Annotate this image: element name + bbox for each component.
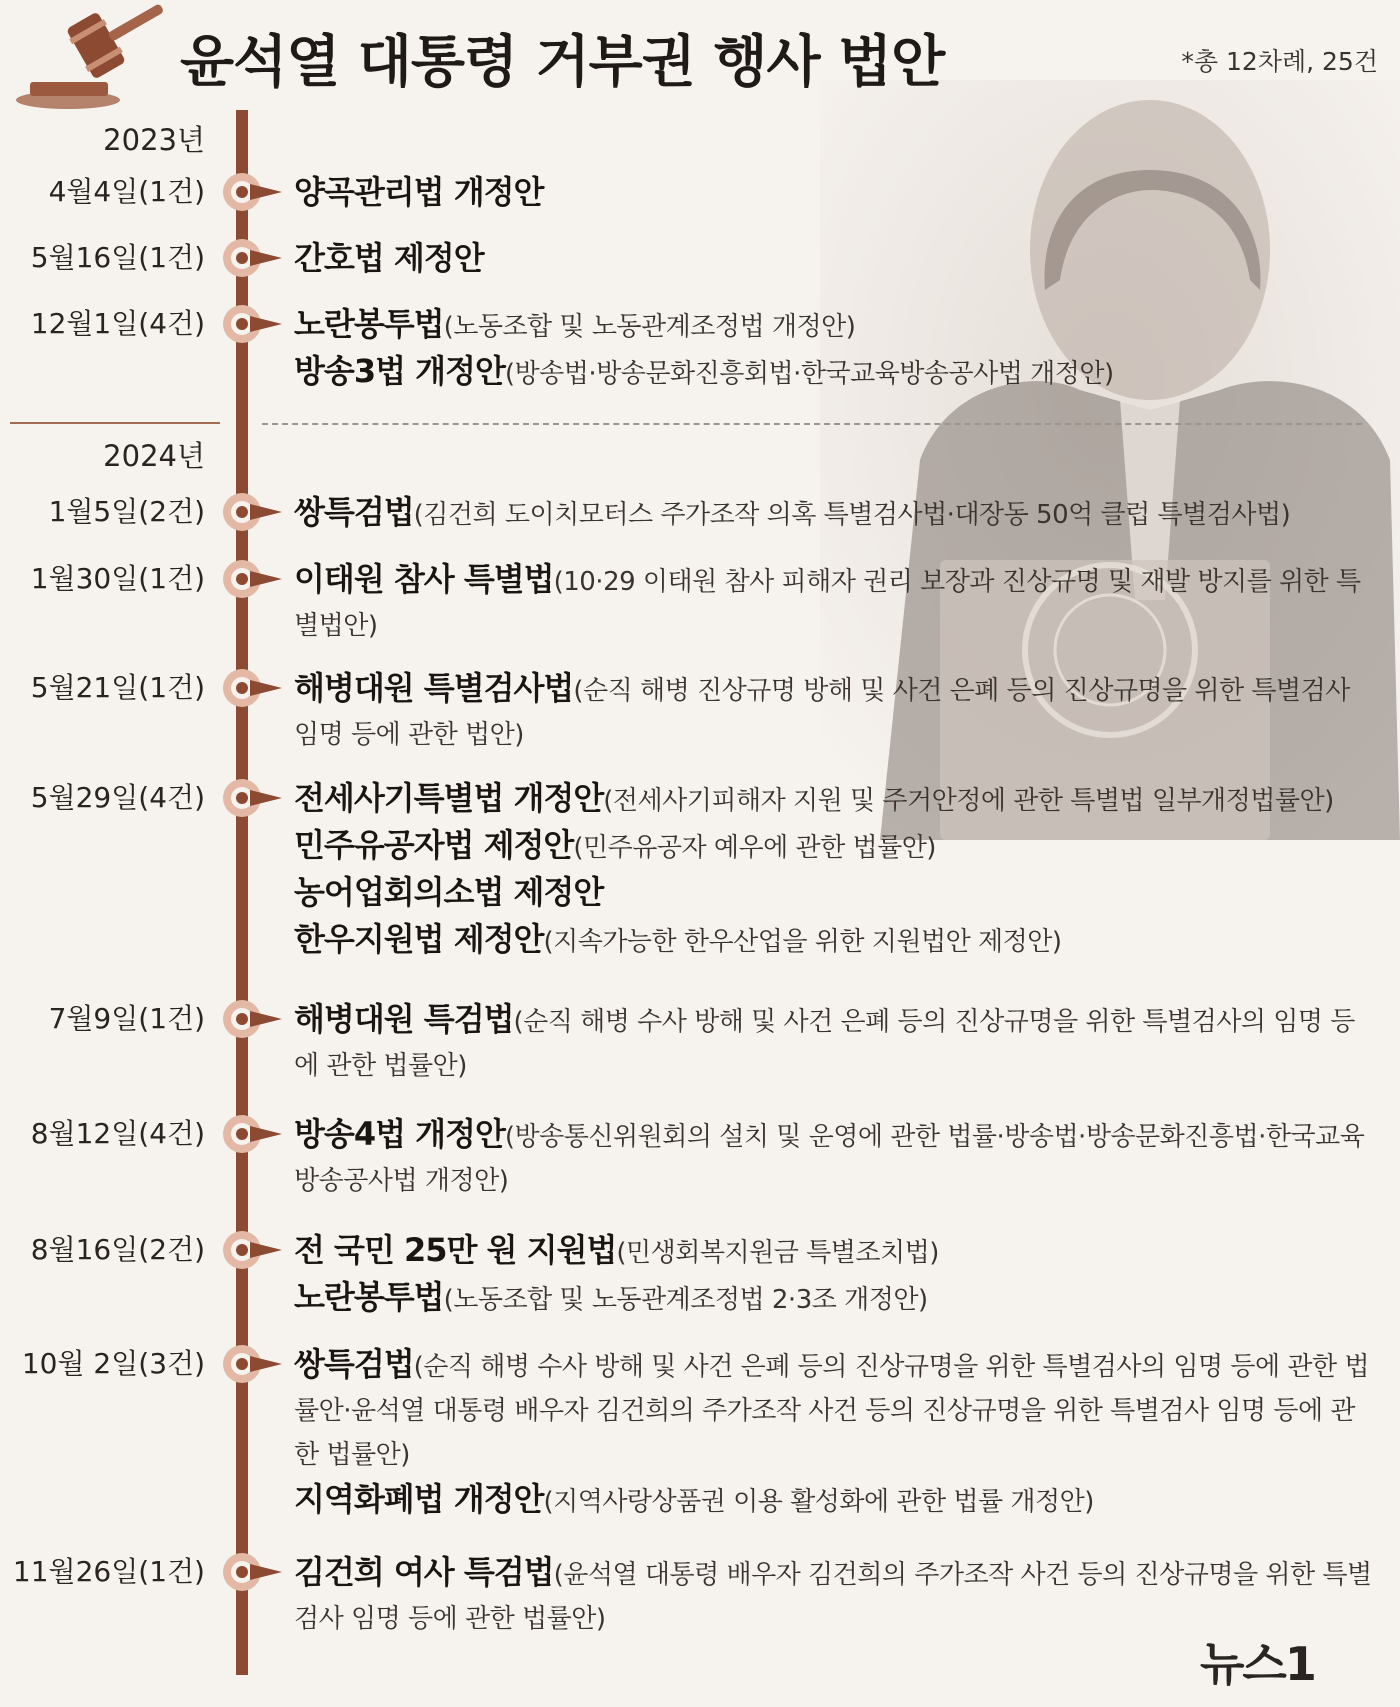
entry-date: 12월1일(4건) xyxy=(30,307,205,340)
bill-name: 전세사기특별법 개정안 xyxy=(294,779,604,817)
entry-date: 4월4일(1건) xyxy=(48,175,205,208)
bill-name: 간호법 제정안 xyxy=(294,239,484,277)
bill-name: 전 국민 25만 원 지원법 xyxy=(294,1231,617,1269)
entry-date: 1월5일(2건) xyxy=(48,495,205,528)
year-divider-dashed xyxy=(262,423,1362,425)
timeline-marker-icon xyxy=(220,778,286,818)
bill-item xyxy=(294,490,1374,537)
year-label-2023: 2023년 xyxy=(103,123,205,157)
bill-name: 지역화폐법 개정안 xyxy=(294,1480,544,1518)
entry-date: 5월16일(1건) xyxy=(30,241,205,274)
timeline-marker-icon xyxy=(220,304,286,344)
bill-item xyxy=(294,823,1374,870)
timeline-marker-icon xyxy=(220,1552,286,1592)
bill-list xyxy=(294,557,1374,648)
bill-item xyxy=(294,1477,1374,1524)
timeline-marker-icon xyxy=(220,238,286,278)
bill-list xyxy=(294,236,1374,283)
entry-date: 7월9일(1건) xyxy=(48,1002,205,1035)
entry-date: 8월12일(4건) xyxy=(30,1117,205,1150)
bill-description: (노동조합 및 노동관계조정법 개정안) xyxy=(443,312,856,342)
bill-name: 김건희 여사 특검법 xyxy=(294,1553,554,1591)
bill-list xyxy=(294,170,1374,217)
entry-date: 5월21일(1건) xyxy=(30,671,205,704)
bill-list xyxy=(294,776,1374,964)
bill-description: (10·29 이태원 참사 피해자 권리 보장과 진상규명 및 재발 방지를 위한 특별법안) xyxy=(294,567,1361,641)
bill-name: 방송4법 개정안 xyxy=(294,1115,505,1153)
bill-description: (윤석열 대통령 배우자 김건희의 주가조작 사건 등의 진상규명을 위한 특별검사 임명 등에 관한 법률안) xyxy=(294,1560,1372,1634)
bill-item xyxy=(294,997,1374,1088)
entry-date: 10월 2일(3건) xyxy=(21,1347,205,1380)
entry-date: 8월16일(2건) xyxy=(30,1233,205,1266)
bill-name: 방송3법 개정안 xyxy=(294,352,505,390)
timeline-marker-icon xyxy=(220,172,286,212)
page-title: 윤석열 대통령 거부권 행사 법안 xyxy=(180,30,945,95)
bill-list xyxy=(294,1228,1374,1322)
bill-name: 쌍특검법 xyxy=(294,1345,414,1383)
bill-description: (노동조합 및 노동관계조정법 2·3조 개정안) xyxy=(443,1285,928,1315)
year-label-2024: 2024년 xyxy=(103,439,205,473)
bill-name: 양곡관리법 개정안 xyxy=(294,173,544,211)
timeline-marker-icon xyxy=(220,1230,286,1270)
bill-description: (방송통신위원회의 설치 및 운영에 관한 법률·방송법·방송문화진흥법·한국교육방송공사법 개정안) xyxy=(294,1122,1365,1196)
bill-item xyxy=(294,870,1374,917)
bill-list xyxy=(294,1112,1374,1203)
timeline-marker-icon xyxy=(220,492,286,532)
bill-list xyxy=(294,997,1374,1088)
entry-date: 1월30일(1건) xyxy=(30,562,205,595)
bill-name: 노란봉투법 xyxy=(294,305,444,343)
bill-description: (김건희 도이치모터스 주가조작 의혹 특별검사법·대장동 50억 클럽 특별검사법) xyxy=(413,500,1291,530)
bill-description: (순직 해병 진상규명 방해 및 사건 은폐 등의 진상규명을 위한 특별검사 임명 등에 관한 법안) xyxy=(294,676,1350,750)
bill-description: (지역사랑상품권 이용 활성화에 관한 법률 개정안) xyxy=(543,1487,1094,1517)
bill-name: 쌍특검법 xyxy=(294,493,414,531)
bill-item xyxy=(294,1275,1374,1322)
timeline-line xyxy=(236,110,248,1675)
bill-item xyxy=(294,1112,1374,1203)
bill-name: 이태원 참사 특별법 xyxy=(294,560,554,598)
bill-item xyxy=(294,236,1374,283)
bill-description: (지속가능한 한우산업을 위한 지원법안 제정안) xyxy=(543,927,1062,957)
bill-item xyxy=(294,917,1374,964)
bill-name: 민주유공자법 제정안 xyxy=(294,826,574,864)
bill-list xyxy=(294,666,1374,757)
bill-item xyxy=(294,349,1374,396)
bill-item xyxy=(294,557,1374,648)
bill-description: (순직 해병 수사 방해 및 사건 은폐 등의 진상규명을 위한 특별검사의 임명 등에 관한 법률안·윤석열 대통령 배우자 김건희의 주가조작 사건 등의 진상규명을 위한 특별검사 임명 등에 관한 법률안) xyxy=(294,1352,1369,1470)
timeline-marker-icon xyxy=(220,1344,286,1384)
bill-item xyxy=(294,1342,1374,1477)
bill-item xyxy=(294,170,1374,217)
bill-name: 해병대원 특별검사법 xyxy=(294,669,574,707)
entry-date: 5월29일(4건) xyxy=(30,781,205,814)
total-count-note: *총 12차례, 25건 xyxy=(1181,47,1378,76)
bill-list xyxy=(294,302,1374,396)
entry-date: 11월26일(1건) xyxy=(12,1555,205,1588)
bill-description: (민생회복지원금 특별조치법) xyxy=(616,1238,939,1268)
bill-item xyxy=(294,776,1374,823)
bill-name: 농어업회의소법 제정안 xyxy=(294,873,604,911)
bill-description: (방송법·방송문화진흥회법·한국교육방송공사법 개정안) xyxy=(504,359,1114,389)
bill-description: (전세사기피해자 지원 및 주거안정에 관한 특별법 일부개정법률안) xyxy=(603,786,1334,816)
gavel-icon xyxy=(8,4,168,114)
bill-item xyxy=(294,302,1374,349)
bill-name: 해병대원 특검법 xyxy=(294,1000,514,1038)
bill-item xyxy=(294,666,1374,757)
news1-logo-text: 뉴스1 xyxy=(1200,1637,1315,1691)
bill-name: 한우지원법 제정안 xyxy=(294,920,544,958)
bill-description: (순직 해병 수사 방해 및 사건 은폐 등의 진상규명을 위한 특별검사의 임명 등에 관한 법률안) xyxy=(294,1007,1355,1081)
year-divider xyxy=(10,422,220,424)
timeline-marker-icon xyxy=(220,999,286,1039)
timeline-marker-icon xyxy=(220,668,286,708)
bill-name: 노란봉투법 xyxy=(294,1278,444,1316)
timeline-marker-icon xyxy=(220,559,286,599)
bill-list xyxy=(294,1342,1374,1524)
timeline-marker-icon xyxy=(220,1114,286,1154)
bill-item xyxy=(294,1228,1374,1275)
bill-description: (민주유공자 예우에 관한 법률안) xyxy=(573,833,936,863)
bill-list xyxy=(294,490,1374,537)
